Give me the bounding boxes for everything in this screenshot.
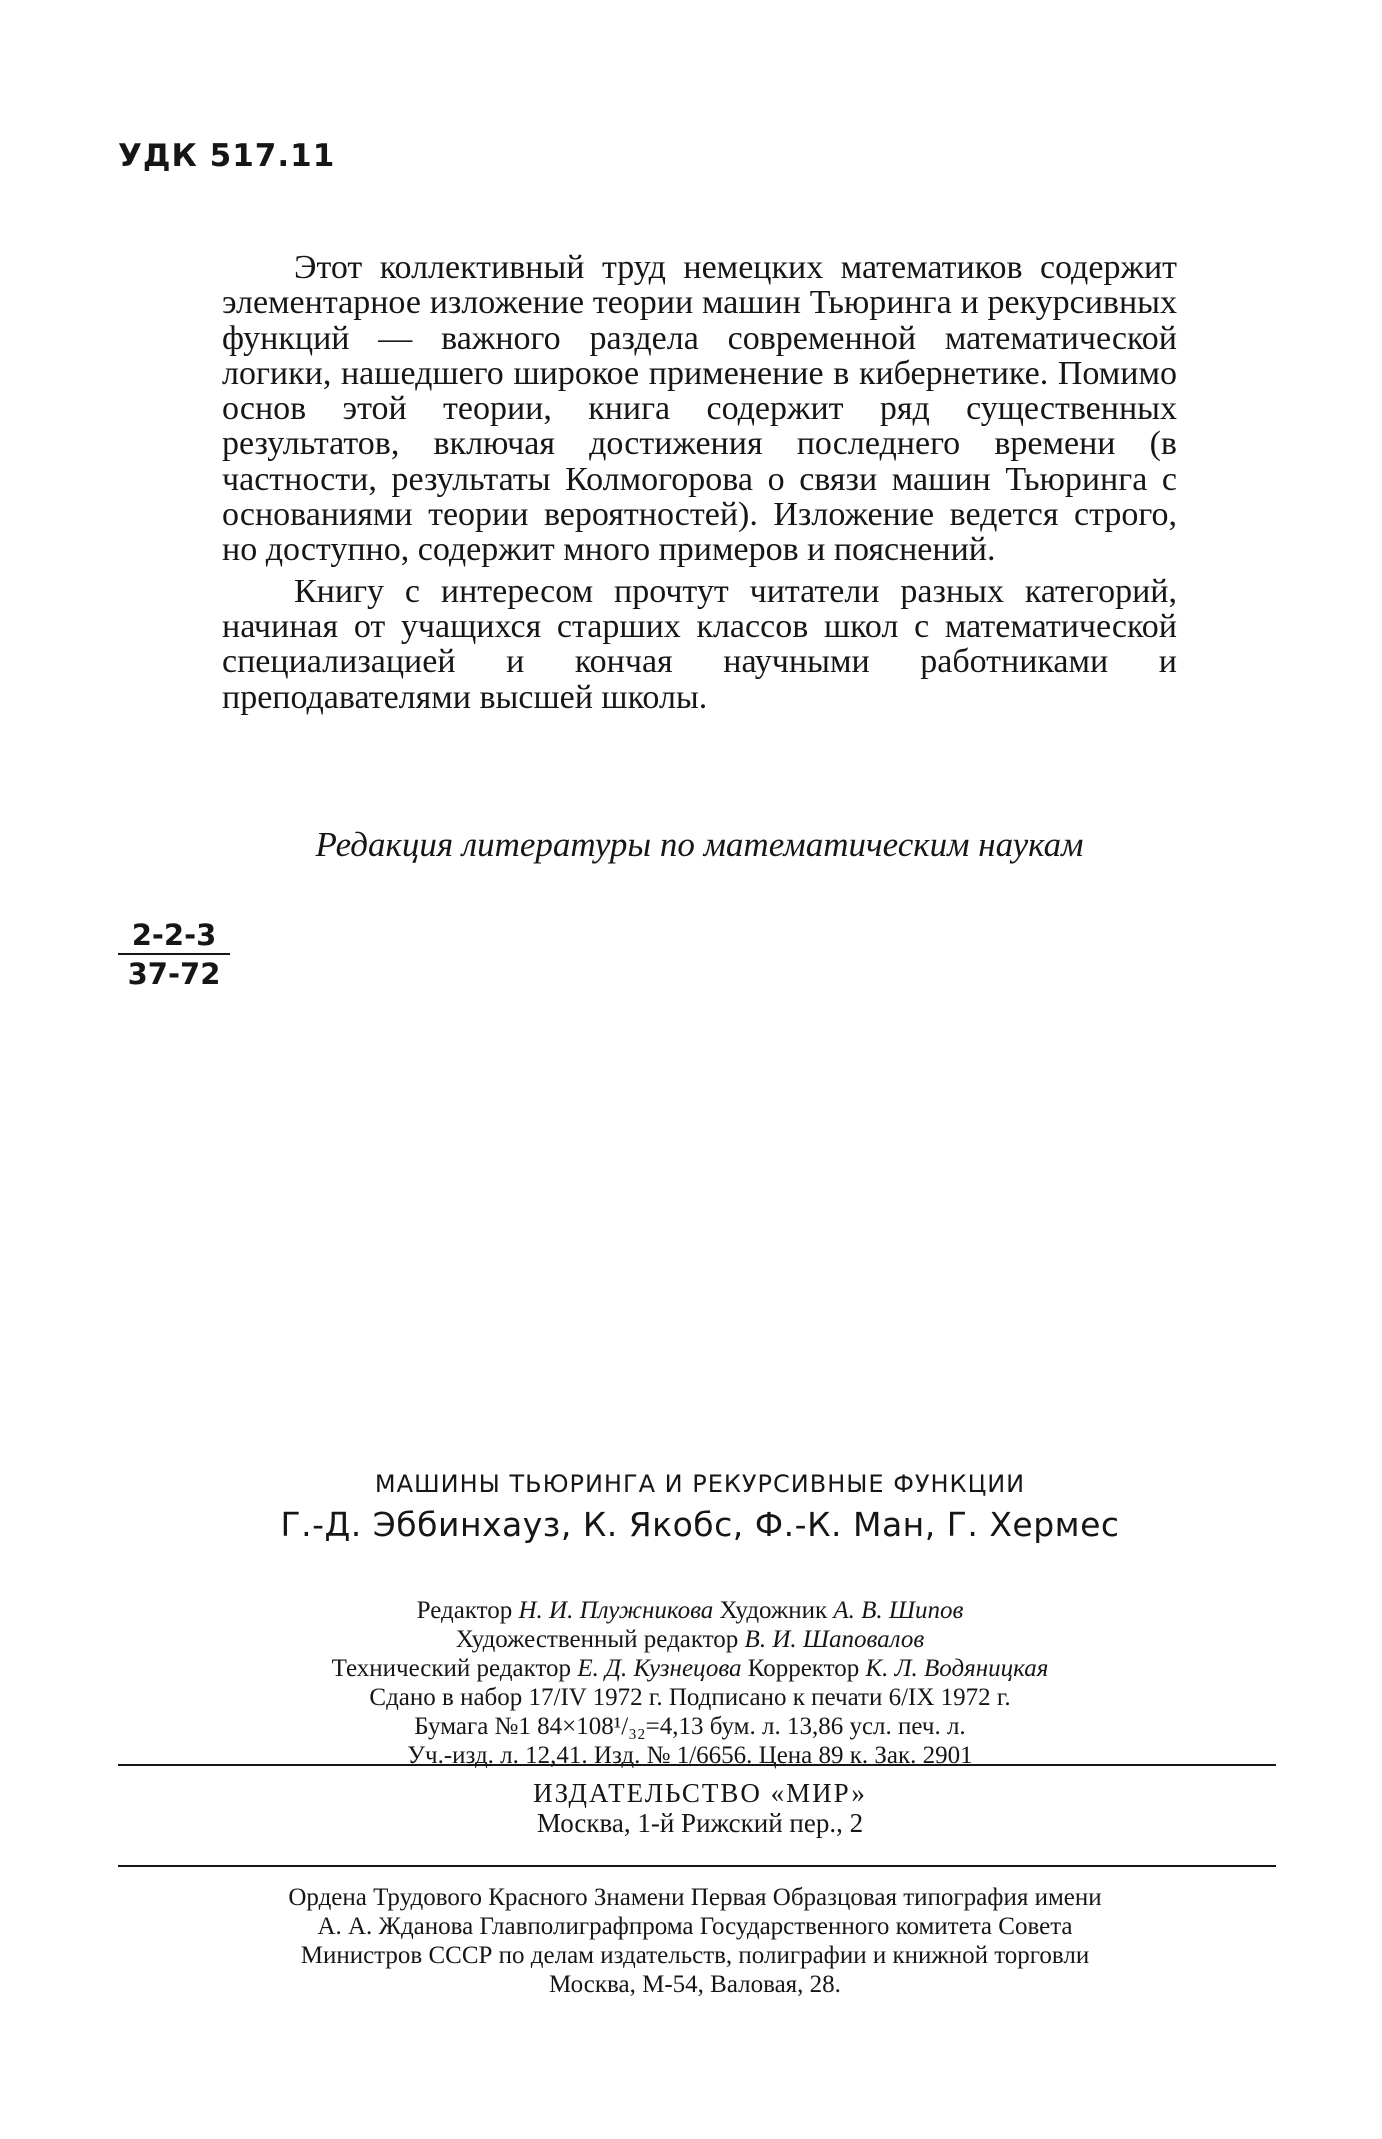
artist-label: Художник [719,1597,828,1624]
corrector-name: К. Л. Водяницкая [865,1655,1049,1682]
book-authors: Г.-Д. Эббинхауз, К. Якобс, Ф.-К. Ман, Г. Хермес [280,1505,1120,1544]
divider-bottom [118,1865,1276,1867]
editor-name: Н. И. Плужникова [518,1597,714,1624]
credits-line-paper: Бумага №1 84×108¹/₃₂=4,13 бум. л. 13,86 усл. печ. л. [414,1713,966,1740]
abstract [222,250,1177,715]
abstract-paragraph-2: Книгу с интересом прочтут читатели разных категорий, начиная от учащихся старших классов школ с математической специализацией и кончая научными работниками и преподавателями высшей школы. [222,572,1177,716]
printer-line-3: Министров СССР по делам издательств, полиграфии и книжной торговли [300,1942,1090,1969]
credits-block [110,1596,1270,1770]
divider-top [118,1764,1276,1766]
publication-code [118,918,230,991]
publisher-block [200,1778,1200,1838]
publication-code-numerator: 2-2-3 [118,918,230,955]
printer-line-4: Москва, М-54, Валовая, 28. [549,1971,841,1998]
tech-editor-name: Е. Д. Кузнецова [577,1655,742,1682]
credits-line-art-editor [110,1625,1270,1654]
publication-code-denominator: 37-72 [127,957,221,991]
credits-line-tech-editor [110,1654,1270,1683]
publisher-name: ИЗДАТЕЛЬСТВО «МИР» [533,1778,867,1808]
book-title: МАШИНЫ ТЬЮРИНГА И РЕКУРСИВНЫЕ ФУНКЦИИ [374,1470,1026,1498]
publisher-address: Москва, 1-й Рижский пер., 2 [536,1808,864,1838]
printer-line-2: А. А. Жданова Главполиграфпрома Государственного комитета Совета [317,1913,1073,1940]
tech-editor-label: Технический редактор [331,1655,572,1682]
artist-name: А. В. Шипов [833,1597,964,1624]
printer-block [110,1883,1280,1999]
art-editor-label: Художественный редактор [455,1626,739,1653]
corrector-label: Корректор [747,1655,860,1682]
editor-label: Редактор [416,1597,513,1624]
abstract-paragraph-1: Этот коллективный труд немецких математиков содержит элементарное изложение теории машин Тьюринга и рекурсивных функций — важного раздела современной математической логики, нашедшего широкое применение в кибернетике. Помимо основ этой теории, книга содержит ряд существенных результатов, включая достижения последнего времени (в частности, результаты Колмогорова о связи машин Тьюринга с основаниями теории вероятностей). Изложение ведется строго, но доступно, содержит много примеров и пояснений. [222,249,1177,569]
udk-code: УДК 517.11 [118,138,336,174]
art-editor-name: В. И. Шаповалов [744,1626,925,1653]
credits-line-editors [110,1596,1270,1625]
credits-line-edition: Уч.-изд. л. 12,41. Изд. № 1/6656. Цена 89 к. Зак. 2901 [407,1742,973,1769]
printer-line-1: Ордена Трудового Красного Знамени Первая Образцовая типография имени [288,1884,1102,1911]
credits-line-dates: Сдано в набор 17/IV 1972 г. Подписано к печати 6/IX 1972 г. [369,1684,1011,1711]
editorial-office: Редакция литературы по математическим наукам [315,825,1084,864]
